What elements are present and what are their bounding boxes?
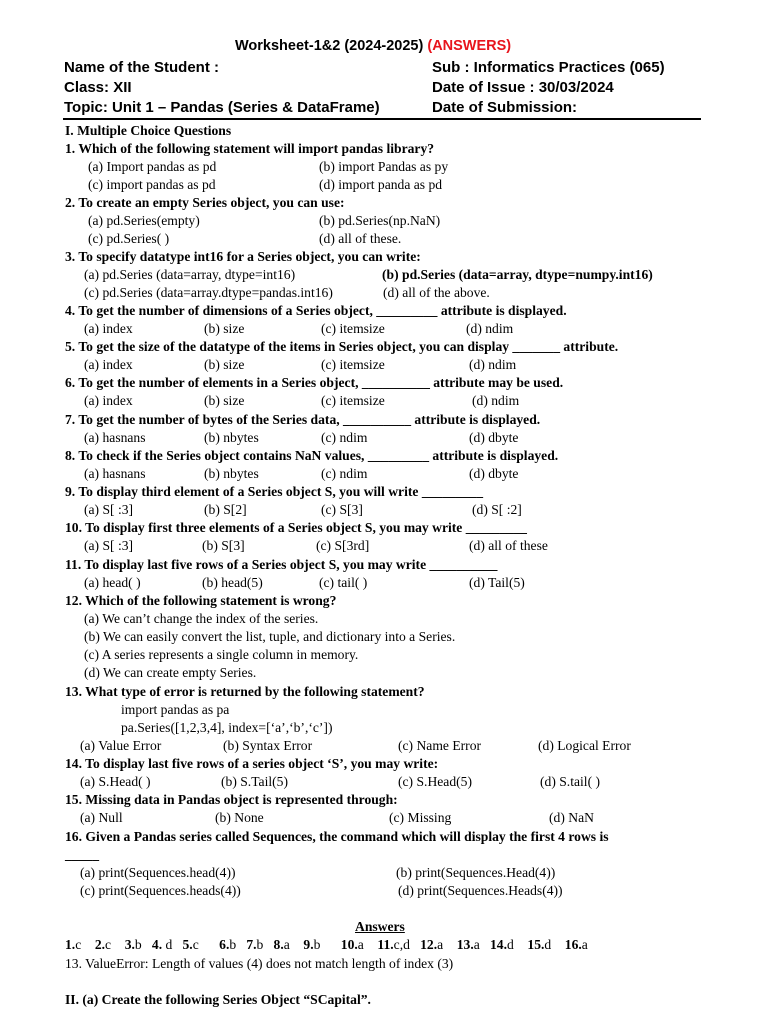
option: (b) size [204, 357, 245, 372]
option: (d) print(Sequences.Heads(4)) [398, 883, 563, 898]
answer-item: 11.c,d [377, 937, 410, 952]
code-line: import pandas as pa [121, 702, 230, 717]
option: (d) S[ :2] [472, 502, 522, 517]
option: (c) import pandas as pd [88, 177, 216, 192]
option-correct: (b) pd.Series (data=array, dtype=numpy.int16) [382, 267, 653, 282]
option: (c) print(Sequences.heads(4)) [80, 883, 241, 898]
option: (a) print(Sequences.head(4)) [80, 865, 236, 880]
option: (a) hasnans [84, 466, 146, 481]
answer-item: 1.c [65, 937, 82, 952]
option: (d) dbyte [469, 430, 519, 445]
question-5: 5. To get the size of the datatype of the items in Series object, you can display _______ attribute. [65, 339, 619, 354]
question-9: 9. To display third element of a Series object S, you will write _________ [65, 484, 483, 499]
option: (d) ndim [472, 393, 520, 408]
answer-item: 8.a [273, 937, 290, 952]
option: (d) ndim [469, 357, 517, 372]
question-4: 4. To get the number of dimensions of a Series object, _________ attribute is displayed. [65, 303, 567, 318]
option: (b) Syntax Error [223, 738, 313, 753]
question-2: 2. To create an empty Series object, you can use: [65, 195, 345, 210]
header-divider [63, 118, 701, 120]
option: (d) all of these. [319, 231, 402, 246]
option: (b) S[3] [202, 538, 245, 553]
answer-key-row [65, 936, 588, 954]
option: (b) S.Tail(5) [221, 774, 288, 789]
option: (b) nbytes [204, 430, 259, 445]
option: (c) S[3] [321, 502, 363, 517]
answer-note: 13. ValueError: Length of values (4) does not match length of index (3) [65, 956, 454, 971]
option: (a) S.Head( ) [80, 774, 151, 789]
option: (c) S.Head(5) [398, 774, 472, 789]
answer-item: 13.a [456, 937, 480, 952]
option: (d) We can create empty Series. [84, 665, 257, 680]
option: (c) itemsize [321, 321, 385, 336]
option: (d) dbyte [469, 466, 519, 481]
question-13: 13. What type of error is returned by the following statement? [65, 684, 425, 699]
option: (c) itemsize [321, 393, 385, 408]
option: (c) A series represents a single column in memory. [84, 647, 359, 662]
option: (c) pd.Series (data=array.dtype=pandas.int16) [84, 285, 333, 300]
question-1: 1. Which of the following statement will import pandas library? [65, 141, 435, 156]
option: (c) itemsize [321, 357, 385, 372]
section-2-heading: II. (a) Create the following Series Object “SCapital”. [65, 992, 371, 1007]
answer-item: 4. d [151, 937, 173, 952]
subject-label: Sub : Informatics Practices (065) [432, 59, 665, 76]
option: (d) Tail(5) [469, 575, 525, 590]
option: (d) ndim [466, 321, 514, 336]
code-line: pa.Series([1,2,3,4], index=[‘a’,‘b’,‘c’]) [121, 720, 333, 735]
question-7: 7. To get the number of bytes of the Series data, __________ attribute is displayed. [65, 412, 541, 427]
answer-item: 7.b [246, 937, 264, 952]
class-label: Class: XII [64, 79, 132, 96]
option: (b) We can easily convert the list, tuple, and dictionary into a Series. [84, 629, 456, 644]
option: (a) S[ :3] [84, 538, 134, 553]
option: (a) head( ) [84, 575, 141, 590]
option: (b) None [215, 810, 264, 825]
answer-item: 5.c [182, 937, 199, 952]
answer-item: 6.b [219, 937, 237, 952]
option: (c) S[3rd] [316, 538, 370, 553]
option: (d) all of the above. [383, 285, 490, 300]
option: (c) pd.Series( ) [88, 231, 170, 246]
option: (a) S[ :3] [84, 502, 134, 517]
worksheet-title [235, 37, 511, 55]
option: (c) tail( ) [319, 575, 368, 590]
option: (c) Missing [389, 810, 452, 825]
option: (d) all of these [469, 538, 548, 553]
title-text: Worksheet-1&2 (2024-2025) [235, 38, 424, 54]
date-of-submission: Date of Submission: [432, 99, 578, 116]
option: (a) pd.Series(empty) [88, 213, 200, 228]
answer-item: 9.b [303, 937, 321, 952]
option: (d) S.tail( ) [540, 774, 601, 789]
option: (a) pd.Series (data=array, dtype=int16) [84, 267, 296, 282]
option: (c) ndim [321, 430, 368, 445]
question-8: 8. To check if the Series object contains NaN values, _________ attribute is displayed. [65, 448, 559, 463]
option: (c) ndim [321, 466, 368, 481]
question-11: 11. To display last five rows of a Series object S, you may write __________ [65, 557, 498, 572]
answers-tag: (ANSWERS) [427, 38, 512, 54]
section-heading: I. Multiple Choice Questions [65, 123, 232, 138]
option: (a) index [84, 321, 133, 336]
option: (b) size [204, 393, 245, 408]
option: (a) index [84, 357, 133, 372]
answer-item: 12.a [420, 937, 444, 952]
question-15: 15. Missing data in Pandas object is represented through: [65, 792, 398, 807]
topic-label: Topic: Unit 1 – Pandas (Series & DataFrame) [64, 99, 380, 116]
option: (b) size [204, 321, 245, 336]
question-12: 12. Which of the following statement is wrong? [65, 593, 337, 608]
question-3: 3. To specify datatype int16 for a Series object, you can write: [65, 249, 421, 264]
option: (b) print(Sequences.Head(4)) [396, 865, 556, 880]
student-name-label: Name of the Student : [64, 59, 220, 76]
answer-item: 3.b [124, 937, 142, 952]
answer-item: 15.d [527, 937, 552, 952]
option: (a) hasnans [84, 430, 146, 445]
date-of-issue: Date of Issue : 30/03/2024 [432, 79, 614, 96]
option: (a) Import pandas as pd [88, 159, 217, 174]
option: (b) import Pandas as py [319, 159, 449, 174]
option: (b) pd.Series(np.NaN) [319, 213, 441, 228]
question-14: 14. To display last five rows of a series object ‘S’, you may write: [65, 756, 439, 771]
answer-item: 14.d [490, 937, 514, 952]
answers-heading: Answers [355, 919, 405, 934]
option: (b) nbytes [204, 466, 259, 481]
option: (a) Value Error [80, 738, 162, 753]
option: (b) head(5) [202, 575, 263, 590]
option: (c) Name Error [398, 738, 482, 753]
option: (a) index [84, 393, 133, 408]
answer-item: 16.a [564, 937, 588, 952]
answer-item: 10.a [340, 937, 364, 952]
option: (d) import panda as pd [319, 177, 443, 192]
option: (d) Logical Error [538, 738, 631, 753]
question-10: 10. To display first three elements of a Series object S, you may write _________ [65, 520, 527, 535]
question-6: 6. To get the number of elements in a Series object, __________ attribute may be used. [65, 375, 564, 390]
option: (d) NaN [549, 810, 594, 825]
question-16: 16. Given a Pandas series called Sequences, the command which will display the first 4 rows is [65, 829, 609, 844]
option: (a) Null [80, 810, 123, 825]
answer-item: 2.c [94, 937, 112, 952]
option: (a) We can’t change the index of the series. [84, 611, 319, 626]
question-16-blank: _____ [65, 847, 99, 862]
option: (b) S[2] [204, 502, 247, 517]
